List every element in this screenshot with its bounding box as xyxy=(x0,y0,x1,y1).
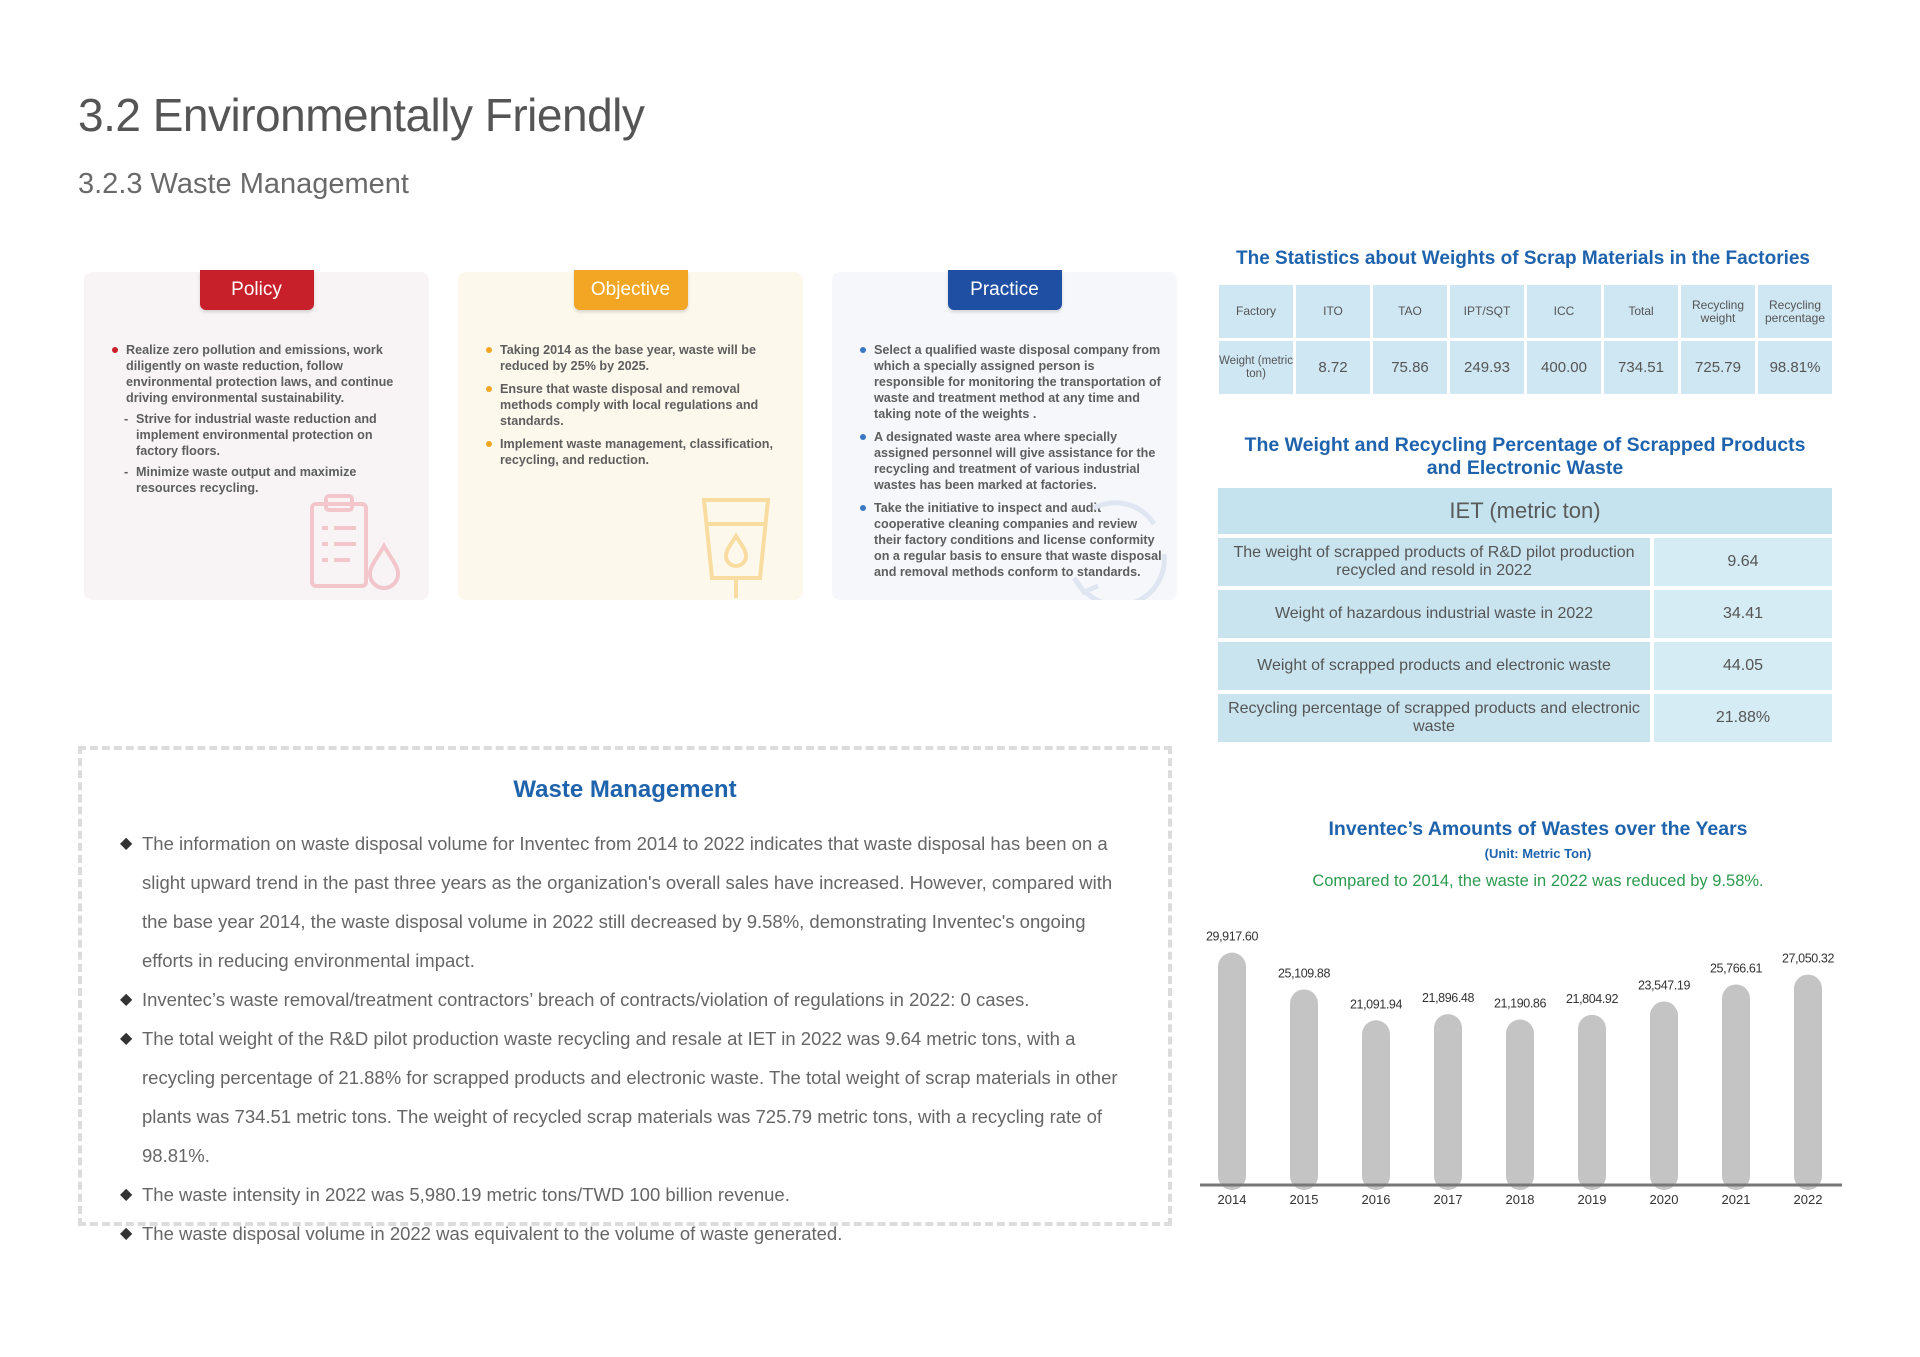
practice-tab: Practice xyxy=(948,270,1062,310)
diamond-bullet-icon: ◆ xyxy=(120,1186,133,1203)
bar-2014 xyxy=(1218,953,1246,1190)
bar-2022 xyxy=(1794,975,1822,1190)
waste-management-title: Waste Management xyxy=(513,776,737,803)
value-cell: 249.93 xyxy=(1450,341,1524,394)
bullet-dot-icon xyxy=(860,505,866,511)
table-header-row xyxy=(1218,488,1832,534)
scrap-table-title: The Statistics about Weights of Scrap Materials in the Factories xyxy=(1236,248,1810,269)
x-tick-label: 2016 xyxy=(1361,1192,1391,1207)
header-cell: Recycling weight xyxy=(1681,285,1755,338)
value-cell: 9.64 xyxy=(1654,538,1832,586)
list-item: Ensure that waste disposal and removal methods comply with local regulations and standards. xyxy=(486,381,791,429)
header-cell: Total xyxy=(1604,285,1678,338)
data-label: 21,190.86 xyxy=(1493,996,1547,1011)
value-cell: 34.41 xyxy=(1654,590,1832,638)
bullet-dot-icon xyxy=(860,347,866,353)
table-header-row xyxy=(1219,285,1832,338)
data-label: 25,109.88 xyxy=(1277,966,1331,981)
waste-management-list xyxy=(120,824,1138,1253)
iet-table-title: The Weight and Recycling Percentage of Scrapped Products and Electronic Waste xyxy=(1244,434,1806,479)
header-cell: Factory xyxy=(1219,285,1293,338)
x-tick-label: 2015 xyxy=(1289,1192,1319,1207)
data-label: 23,547.19 xyxy=(1637,978,1691,993)
sub-item: - Strive for industrial waste reduction and implement environmental protection on factory floors. xyxy=(124,412,377,458)
x-tick-label: 2017 xyxy=(1433,1192,1463,1207)
page-title: 3.2 Environmentally Friendly xyxy=(78,89,645,141)
bar-2016 xyxy=(1362,1020,1390,1190)
practice-card xyxy=(832,272,1177,600)
list-item: Realize zero pollution and emissions, work diligently on waste reduction, follow environmental protection laws, and continue driving environmental sustainability. xyxy=(112,342,417,406)
section-title: 3.2.3 Waste Management xyxy=(78,168,409,200)
objective-tab: Objective xyxy=(574,270,688,310)
data-label: 27,050.32 xyxy=(1781,951,1835,966)
list-item: ◆ The information on waste disposal volume for Inventec from 2014 to 2022 indicates that waste disposal has been on a slight upward trend in the past three years as the organization's overall sales have increased. However, compared with the base year 2014, the waste disposal volume in 2022 still decreased by 9.58%, demonstrating Inventec's ongoing efforts in reducing environmental impact. xyxy=(120,824,1138,980)
clipboard-drop-icon xyxy=(306,494,416,594)
iet-waste-table xyxy=(1218,484,1832,746)
value-cell: 21.88% xyxy=(1654,694,1832,742)
diamond-bullet-icon: ◆ xyxy=(120,1225,133,1242)
data-label: 21,896.48 xyxy=(1421,991,1475,1006)
value-cell: 75.86 xyxy=(1373,341,1447,394)
list-item: Take the initiative to inspect and audit cooperative cleaning companies and review their factory conditions and license conformity on a regular basis to ensure that waste disposal and removal methods conform to standards. xyxy=(860,500,1165,580)
x-tick-label: 2018 xyxy=(1505,1192,1535,1207)
data-label: 21,804.92 xyxy=(1565,991,1619,1006)
bullet-dot-icon xyxy=(486,386,492,392)
water-cup-icon xyxy=(698,494,778,600)
data-label: 21,091.94 xyxy=(1349,997,1403,1012)
row-label: Recycling percentage of scrapped products and electronic waste xyxy=(1218,694,1654,742)
row-label: Weight of scrapped products and electronic waste xyxy=(1218,642,1654,690)
value-cell: 734.51 xyxy=(1604,341,1678,394)
list-item: Taking 2014 as the base year, waste will be reduced by 25% by 2025. xyxy=(486,342,791,374)
bar-2020 xyxy=(1650,1001,1678,1190)
list-item: ◆ Inventec’s waste removal/treatment contractors’ breach of contracts/violation of regulations in 2022: 0 cases. xyxy=(120,980,1138,1019)
value-cell: 400.00 xyxy=(1527,341,1601,394)
bar-2017 xyxy=(1434,1014,1462,1190)
diamond-bullet-icon: ◆ xyxy=(120,1030,133,1047)
bar-2019 xyxy=(1578,1015,1606,1190)
bullet-dot-icon xyxy=(112,347,118,353)
waste-management-box xyxy=(78,746,1172,1244)
list-item: Select a qualified waste disposal company from which a specially assigned person is responsible for monitoring the transportation of waste and treatment method at any time and taking note of the weights . xyxy=(860,342,1165,422)
header-cell: Recycling percentage xyxy=(1758,285,1832,338)
chart-title: Inventec’s Amounts of Wastes over the Years xyxy=(1328,818,1748,840)
waste-bar-chart xyxy=(1190,910,1850,1210)
header-cell: IET (metric ton) xyxy=(1218,488,1832,534)
bar-2021 xyxy=(1722,984,1750,1190)
scrap-materials-table xyxy=(1216,282,1835,397)
x-tick-label: 2020 xyxy=(1649,1192,1679,1207)
list-item: ◆ The total weight of the R&D pilot production waste recycling and resale at IET in 2022 was 9.64 metric tons, with a recycling percentage of 21.88% for scrapped products and electronic waste. The total weight of scrap materials in other plants was 734.51 metric tons. The weight of recycled scrap materials was 725.79 metric tons, with a recycling rate of 98.81%. xyxy=(120,1019,1138,1175)
x-tick-label: 2021 xyxy=(1721,1192,1751,1207)
chart-note: Compared to 2014, the waste in 2022 was reduced by 9.58%. xyxy=(1312,872,1764,890)
header-cell: ITO xyxy=(1296,285,1370,338)
header-cell: TAO xyxy=(1373,285,1447,338)
value-cell: 44.05 xyxy=(1654,642,1832,690)
bar-2015 xyxy=(1290,989,1318,1190)
sub-item: - Minimize waste output and maximize resources recycling. xyxy=(124,465,357,495)
value-cell: 725.79 xyxy=(1681,341,1755,394)
chart-unit: (Unit: Metric Ton) xyxy=(1484,846,1592,861)
table-row xyxy=(1219,341,1832,394)
recycle-arrows-icon xyxy=(1054,494,1174,600)
table-row xyxy=(1218,590,1832,638)
row-label: Weight (metric ton) xyxy=(1219,341,1293,394)
table-row xyxy=(1218,642,1832,690)
data-label: 29,917.60 xyxy=(1205,929,1259,944)
list-item: Implement waste management, classification, recycling, and reduction. xyxy=(486,436,791,468)
diamond-bullet-icon: ◆ xyxy=(120,991,133,1008)
value-cell: 98.81% xyxy=(1758,341,1832,394)
list-item: ◆ The waste disposal volume in 2022 was equivalent to the volume of waste generated. xyxy=(120,1214,1138,1253)
x-tick-label: 2014 xyxy=(1217,1192,1247,1207)
table-row xyxy=(1218,538,1832,586)
bullet-dot-icon xyxy=(486,347,492,353)
table-row xyxy=(1218,694,1832,742)
policy-tab: Policy xyxy=(200,270,314,310)
header-cell: ICC xyxy=(1527,285,1601,338)
data-label: 25,766.61 xyxy=(1709,961,1763,976)
x-tick-label: 2019 xyxy=(1577,1192,1607,1207)
bar-2018 xyxy=(1506,1020,1534,1190)
list-item: A designated waste area where specially assigned personnel will give assistance for the recycling and treatment of various industrial wastes has been marked at factories. xyxy=(860,429,1165,493)
value-cell: 8.72 xyxy=(1296,341,1370,394)
objective-body xyxy=(486,342,791,475)
row-label: The weight of scrapped products of R&D pilot production recycled and resold in 2022 xyxy=(1218,538,1654,586)
row-label: Weight of hazardous industrial waste in 2022 xyxy=(1218,590,1654,638)
header-cell: IPT/SQT xyxy=(1450,285,1524,338)
policy-card xyxy=(84,272,429,600)
bullet-dot-icon xyxy=(486,441,492,447)
list-item: ◆ The waste intensity in 2022 was 5,980.19 metric tons/TWD 100 billion revenue. xyxy=(120,1175,1138,1214)
objective-card xyxy=(458,272,803,600)
bullet-dot-icon xyxy=(860,434,866,440)
x-tick-label: 2022 xyxy=(1793,1192,1823,1207)
policy-body xyxy=(112,342,417,503)
diamond-bullet-icon: ◆ xyxy=(120,835,133,852)
